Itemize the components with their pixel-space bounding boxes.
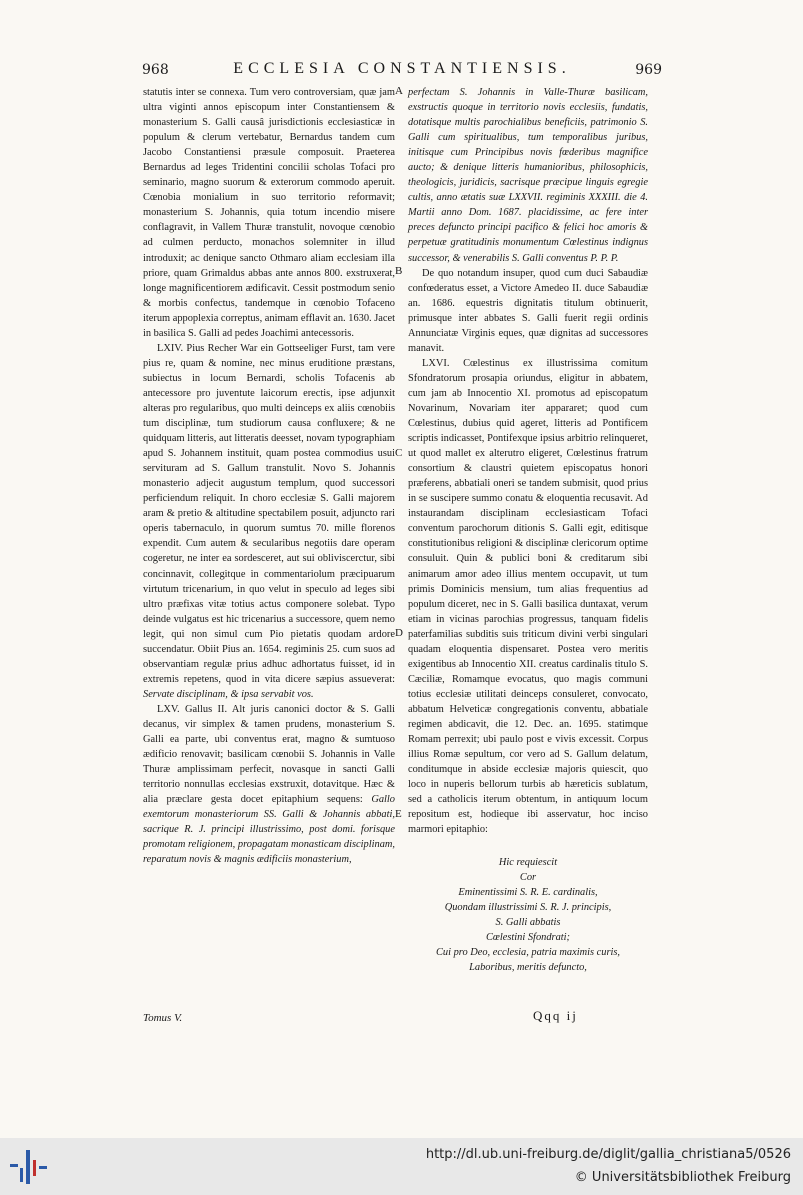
paragraph-bernardus-end: statutis inter se connexa. Tum vero controversiam, quæ jam ultra viginti annos episcopum inter Constantiensem & monasterium S. Galli causâ jurisdictionis ecclesiasticæ in populum & clerum vertebatur, Bernardus tandem cum Jacobo Constantiensi præsule composuit. Praeterea Bernardus ad leges Tridentini concilii scholas Tofaci pro seminario, magno suorum & exterorum commodo aperuit. Cœnobia monialium in suo territorio reformavit; monasterium S. Johannis, quia totum incendio misere conflagravit, in Vallem Thuræ transtulit, novoque cœnobio ad culmen perducto, monachos solemniter in illud introduxit; ac denique sancto Othmaro aliam ecclesiam illa priore, quam Grimaldus abbas ante annos 800. exstruxerat, longe magnificentiorem ædificavit. Cessit postmodum senio & morbis confectus, tandemque in cœnobio Tofaceno iterum appoplexia correptus, animam efflavit an. 1630. Jacet in basilica S. Galli ad pedes Joachimi antecessoris. xyxy=(143,87,395,339)
epitaph-line: Quondam illustrissimi S. R. J. principis, xyxy=(444,902,612,914)
running-head: ECCLESIA CONSTANTIENSIS. xyxy=(233,60,571,77)
marker-b: B xyxy=(395,265,403,277)
paragraph-lxiv xyxy=(143,341,395,702)
marker-e: E xyxy=(395,808,402,820)
library-logo-icon xyxy=(10,1146,50,1186)
left-column xyxy=(143,85,395,867)
paragraph-lxvi: LXVI. Cœlestinus ex illustrissima comitum Sfondratorum prosapia oriundus, eligitur in abbatem, cum jam ab Innocentio XI. promotus ad episcopatum Novarinum, Novariam iter appararet; quod cum Cœlestinus, dubius quid ageret, litteris ad Pontificem scriptis indicasset, Pontifexque ipsius arbitrio relinqueret, ut quod mallet ex alterutro eligeret, Cœlestinus fratrum consortium & claustri quietem episcopatus honori præferens, abbatiali oneri se tandem submisit, quod prius in se suscipere summo conatu & eloquentia recusavit. Ad instaurandam disciplinam ecclesiasticam Tofaci conventum parochorum ditionis S. Galli egit, editisque constitutionibus religioni & disciplinæ clericorum optime consuluit. Quin & publici boni & creditarum sibi animarum amor adeo illius mentem occupavit, ut tum primis Dominicis mensium, tum alias frequentius ad populum diceret, nec in S. Galli basilica duntaxat, verum etiam in vicinas parochias progressus, tanquam fidelis paterfamilias subditis suis triticum divini verbi singulari quadam eloquentia dispensaret. Postea vero meritis exigentibus ab Innocentio XII. creatus cardinalis titulo S. Cæciliæ, Romamque evocatus, quo magis communi totius ecclesiæ utilitati deinceps consuleret, convocato, abbatum Helveticæ congregationis conventu, abbatiale regimen abdicavit, die 12. Dec. an. 1695. statimque Romam perrexit; ubi paulo post e vivis excessit. Corpus illius Romæ sepultum, cor vero ad S. Gallum delatum, conditumque in abside ecclesiæ majoris quiescit, quo loco in nuperis bellorum turbis ab hæreticis sublatum, sed a catholicis iterum obtentum, in antiquum locum repositum est, hodieque ibi asservatur, hoc inciso marmori epitaphio: xyxy=(408,357,648,836)
right-column xyxy=(408,85,648,975)
lxv-text: LXV. Gallus II. Alt juris canonici doctor & S. Galli decanus, vir simplex & tamen prudens, monasterium S. Galli ea parte, ubi conventus erat, magno & sumtuoso ædificio renovavit; basilicam cœnobii S. Johannis in Valle Thuræ amplissimam perfecit, novasque in sancti Galli territorio nonnullas ecclesias exstruxit, dotavitque. Hæc & alia præclare gesta docet epitaphium sequens: xyxy=(143,703,395,806)
epitaph-line: Eminentissimi S. R. E. cardinalis, xyxy=(458,887,598,899)
lxv-epitaph: Gallo exemtorum monasteriorum SS. Galli & Johannis abbati, sacrique R. J. principi illustrissimo, post domi. forisque promotam religionem, propagatam monasticam disciplinam, reparatum novis & magnis ædificiis monasterium, xyxy=(143,794,395,866)
epitaph-line: Cor xyxy=(519,872,537,884)
volume-label: Tomus V. xyxy=(143,1012,183,1024)
epitaph-gallus-cont: perfectam S. Johannis in Valle-Thuræ basilicam, exstructis quoque in territorio novis ecclesiis, fundatis, dotatisque multis parochialibus beneficiis, patrimonio S. Galli cum spiritualibus, tum temporalibus juribus, initisque cum Principibus novis fœderibus magnifice aucto; & denique litteris humanioribus, philosophicis, theologicis, juridicis, sacrisque præcipue linguis egregie cultis, anno ætatis suæ LXXVII. regiminis XXXIII. die 4. Martii anno Dom. 1687. placidissime, ac fere inter preces defuncto principi pacifico & felici hoc amoris & perpetuæ gratitudinis monumentum Cœlestinus indignus successor, & venerabilis S. Galli conventus P. P. P. xyxy=(408,87,648,264)
source-url-link[interactable]: http://dl.ub.uni-freiburg.de/diglit/gallia_christiana5/0526 xyxy=(425,1147,791,1162)
copyright-notice: © Universitätsbibliothek Freiburg xyxy=(574,1170,791,1185)
epitaph-line: S. Galli abbatis xyxy=(495,917,561,929)
marker-d: D xyxy=(395,627,403,639)
epitaph-line: Cui pro Deo, ecclesia, patria maximis curis, xyxy=(435,947,621,959)
paragraph-de-quo: De quo notandum insuper, quod cum duci Sabaudiæ confœderatus esset, a Victore Amedeo II. duce Sabaudiæ an. 1686. equestris dignitatis titulum obtinuerit, primusque inter abbates S. Galli fuerit regii ordinis Annunciatæ Virginis eques, quæ dignitas ad successores manavit. xyxy=(408,267,648,354)
page-number-right: 969 xyxy=(635,62,662,78)
lxiv-motto: Servate disciplinam, & ipsa servabit vos. xyxy=(143,688,314,700)
epitaph-coelestinus xyxy=(408,855,648,975)
signature-mark: Qqq ij xyxy=(533,1008,578,1023)
marker-c: C xyxy=(395,447,403,459)
paragraph-lxv xyxy=(143,702,395,868)
marker-a: A xyxy=(395,85,403,97)
page-header xyxy=(142,60,662,84)
epitaph-line: Hic requiescit xyxy=(498,857,558,869)
epitaph-line: Cœlestini Sfondrati; xyxy=(486,932,570,944)
viewer-footer-bar xyxy=(0,1138,803,1195)
lxiv-text: LXIV. Pius Recher War ein Gottseeliger Furst, tam vere pius re, quam & nomine, nec minus eruditione præstans, subiectus in locum Bernardi, scholis Tofacenis ab antecessore pro juventute laicorum erectis, ipse adjunxit alteras pro regularibus, quo multi deinceps ex aliis cœnobiis tum disciplinæ, tum studiorum causa confluxere; & ne quidquam litteris, aut litteratis deesset, novam typographiam apud S. Johannem instituit, quam postea commodius usui servituram ad S. Gallum transtulit. Novo S. Johannis monasterio adjecit augustum templum, quod successori perficiendum reliquit. In choro ecclesiæ S. Galli majorem aram & pretio & altitudine spectabilem posuit, adjuncto rari operis tabernaculo, in quorum sumtus 70. mille florenos expendit. Cum autem & secularibus negotiis dare operam cogeretur, ne inter ea sordesceret, aut sui obliviscerctur, sibi concinnavit, collegitque in commentariolum præcipuarum virtutum tricenarium, in quo velut in speculo ad leges sibi ultro præfixas vitæ totius actus componere solebat. Typo deinde vulgatus est hic tricenarius a successore, quem nemo legit, qui non simul cum Pio pietatis quodam ardore succendatur. Obiit Pius an. 1654. regiminis 25. cum suos ad observantiam regulæ prius adhuc adhortatus fuisset, id in extremis repetens, quod in vita dicere sæpius assueverat: xyxy=(143,342,395,685)
epitaph-line: Laboribus, meritis defuncto, xyxy=(469,962,587,974)
page-number-left: 968 xyxy=(142,62,169,78)
